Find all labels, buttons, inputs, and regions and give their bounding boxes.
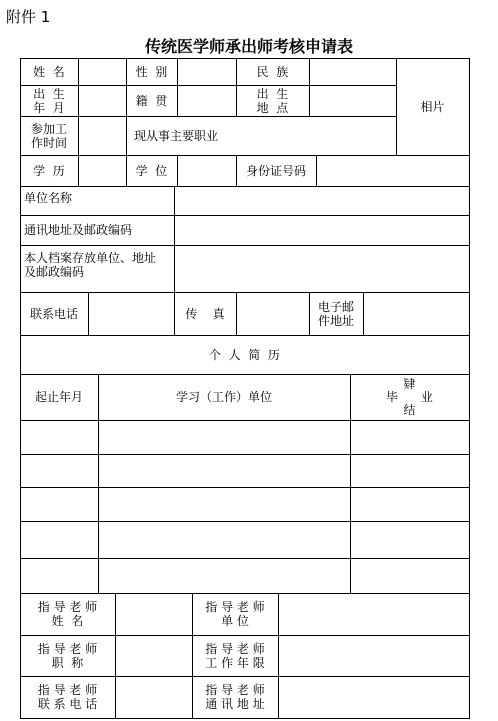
- resume-row-2-unit[interactable]: [98, 454, 350, 487]
- work-start-field[interactable]: [78, 116, 126, 155]
- mentor-name-field[interactable]: [115, 593, 192, 635]
- birth-place-label: 出 生 地 点: [256, 86, 289, 115]
- name-label: 姓 名: [33, 64, 65, 79]
- resume-row-4-completion[interactable]: [350, 521, 469, 558]
- mentor-title-label: 指 导 老 师 职 称: [37, 641, 98, 670]
- ethnicity-label: 民 族: [256, 64, 289, 79]
- birth-date-label: 出 生 年 月: [33, 86, 65, 115]
- grid-line: [20, 718, 470, 719]
- address-postcode-label: 通讯地址及邮政编码: [24, 223, 133, 237]
- period-header: 起止年月: [34, 390, 83, 404]
- mentor-unit-field[interactable]: [278, 593, 469, 635]
- current-job-label: 现从事主要职业: [134, 128, 219, 143]
- resume-row-5-unit[interactable]: [98, 558, 350, 593]
- form-title: 传统医学师承出师考核申请表: [144, 37, 353, 56]
- resume-row-5-period[interactable]: [20, 558, 98, 593]
- study-work-unit-header: 学习（工作）单位: [175, 390, 272, 404]
- fax-field[interactable]: [236, 292, 309, 335]
- degree-field[interactable]: [177, 155, 236, 186]
- address-postcode-field[interactable]: [174, 215, 469, 245]
- birth-date-field[interactable]: [78, 85, 126, 116]
- phone-field[interactable]: [88, 292, 174, 335]
- native-place-label: 籍 贯: [135, 93, 168, 108]
- mentor-title-field[interactable]: [115, 635, 192, 676]
- work-start-label: 参加工 作时间: [30, 121, 67, 150]
- resume-row-3-unit[interactable]: [98, 487, 350, 521]
- mentor-years-field[interactable]: [278, 635, 469, 676]
- mentor-years-label: 指 导 老 师 工 作 年 限: [205, 641, 265, 670]
- email-label: 电子邮 件地址: [317, 299, 354, 328]
- id-number-field[interactable]: [316, 155, 469, 186]
- resume-row-2-completion[interactable]: [350, 454, 469, 487]
- ethnicity-field[interactable]: [309, 58, 396, 85]
- phone-label: 联系电话: [29, 306, 78, 321]
- completion-header: 肄 毕 业 结: [386, 376, 433, 417]
- resume-row-1-unit[interactable]: [98, 420, 350, 454]
- photo-label: 相片: [420, 99, 445, 114]
- resume-row-3-completion[interactable]: [350, 487, 469, 521]
- name-field[interactable]: [78, 58, 126, 85]
- resume-row-1-completion[interactable]: [350, 420, 469, 454]
- education-field[interactable]: [78, 155, 126, 186]
- resume-row-1-period[interactable]: [20, 420, 98, 454]
- mentor-phone-field[interactable]: [115, 676, 192, 718]
- resume-row-4-period[interactable]: [20, 521, 98, 558]
- native-place-field[interactable]: [177, 85, 236, 116]
- archive-field[interactable]: [174, 245, 469, 292]
- resume-title: 个 人 简 历: [209, 347, 280, 362]
- resume-row-3-period[interactable]: [20, 487, 98, 521]
- resume-row-5-completion[interactable]: [350, 558, 469, 593]
- education-label: 学 历: [33, 163, 65, 178]
- mentor-name-label: 指 导 老 师 姓 名: [37, 600, 98, 628]
- email-field[interactable]: [363, 292, 469, 335]
- annex-label: 附件 1: [6, 8, 51, 26]
- mentor-address-field[interactable]: [278, 676, 469, 718]
- gender-field[interactable]: [177, 58, 236, 85]
- grid-line: [469, 58, 470, 719]
- application-form: [20, 58, 470, 719]
- archive-label: 本人档案存放单位、地址 及邮政编码: [24, 251, 157, 279]
- work-unit-label: 单位名称: [24, 191, 73, 205]
- work-unit-field[interactable]: [174, 186, 469, 215]
- gender-label: 性 别: [135, 64, 168, 79]
- degree-label: 学 位: [135, 163, 168, 178]
- mentor-phone-label: 指 导 老 师 联 系 电 话: [37, 683, 98, 711]
- id-number-label: 身份证号码: [245, 163, 306, 178]
- fax-label: 传 真: [185, 306, 225, 321]
- mentor-unit-label: 指 导 老 师 单 位: [205, 600, 265, 628]
- resume-row-4-unit[interactable]: [98, 521, 350, 558]
- resume-row-2-period[interactable]: [20, 454, 98, 487]
- birth-place-field[interactable]: [309, 85, 396, 116]
- mentor-address-label: 指 导 老 师 通 讯 地 址: [205, 683, 265, 711]
